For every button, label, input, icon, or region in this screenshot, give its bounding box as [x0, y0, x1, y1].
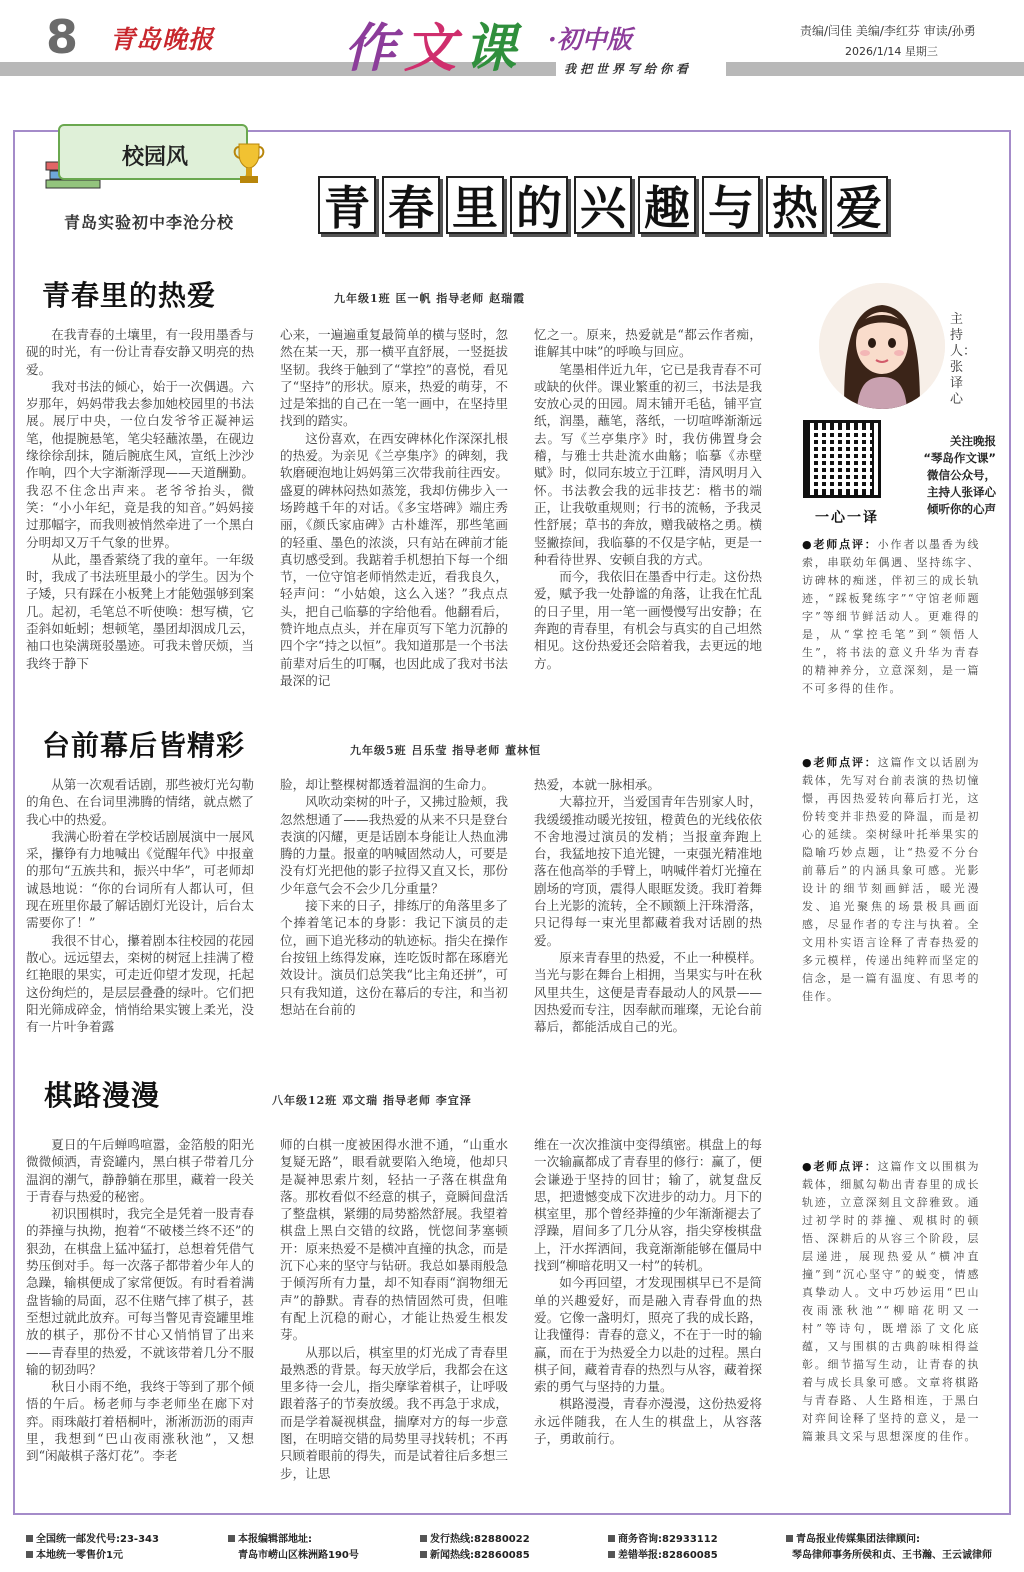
- footer-item: 商务咨询:82933112: [608, 1530, 718, 1545]
- headline-char: 的: [510, 176, 568, 234]
- trophy-icon: [232, 140, 266, 186]
- masthead: [0, 0, 1024, 80]
- headline-char: 青: [318, 176, 376, 234]
- footer-item: 本地统一零售价1元: [26, 1546, 123, 1561]
- headline-char: 里: [446, 176, 504, 234]
- paragraph: 这份喜欢，在西安碑林化作深深扎根的热爱。为亲见《兰亭集序》的碑刻，我软磨硬泡地让妈妈第三次带我前往西安。盛夏的碑林闷热如蒸笼，我却仿佛步入一场跨越千年的对话。《多宝塔碑》端庄秀丽，《颜氏家庙碑》古朴雄浑，那些笔画的轻重、墨色的浓淡，只有站在碑前才能真切感受到。我踮着手机想拍下每一个细节，一位守馆老师悄然走近，看我良久，轻声问：“小姑娘，这么入迷？”我点点头，把自己临摹的字给他看。他翻看后，赞许地点点头，并在扉页写下笔力沉静的四个字“持之以恒”。我知道那是一个书法前辈对后生的叮嘱，也因此成了我对书法最深的记: [280, 430, 508, 688]
- paragraph: 心来，一遍遍重复最简单的横与竖时，忽然在某一天，那一横平直舒展，一竖挺拔坚韧。我终于触到了“掌控”的喜悦，看见了“坚持”的形状。原来，热爱的萌芽，不过是笨拙的自己在一笔一画中，在坚持里找到的踏实。: [280, 327, 508, 429]
- article-column: [26, 326, 254, 690]
- paragraph: 从第一次观看话剧，那些被灯光勾勒的角色、在台词里沸腾的情绪，就点燃了我心中的热爱。: [26, 777, 254, 827]
- host-avatar: [819, 283, 945, 409]
- page-footer: [0, 1526, 1024, 1572]
- paragraph: 从此，墨香萦绕了我的童年。一年级时，我成了书法班里最小的学生。因为个子矮，只有踩在小板凳上才能勉强够到案几。起初，毛笔总不听使唤：想写横，它歪斜如蚯蚓；想顿笔，墨团却洇成几云，袖口也染满斑驳墨迹。可我未曾厌烦，当我终于静下: [26, 551, 254, 671]
- page-headline: [318, 176, 888, 235]
- host-label: 主持人：张译心: [950, 312, 977, 407]
- teacher-comment: ●老师点评：小作者以墨香为线索，串联幼年偶遇、坚持练字、访碑林的痴迷，伴初三的成长轨迹，“踩板凳练字”“守馆老师题字”等细节鲜活动人。更难得的是，从“掌控毛笔”到“领悟人生”，将书法的意义升华为青春的精神养分，立意深刻，是一篇不可多得的佳作。: [802, 538, 981, 695]
- article-byline: 八年级12班 邓文瑞 指导老师 李宜泽: [272, 1094, 472, 1107]
- article-column: [534, 1136, 762, 1484]
- school-name: 青岛实验初中李沧分校: [64, 213, 235, 232]
- paragraph: 忆之一。原来，热爱就是“都云作者痴，谁解其中味”的呼唤与回应。: [534, 327, 762, 360]
- article-title: 青春里的热爱: [42, 279, 217, 312]
- issue-date: 2026/1/14 星期三: [845, 45, 938, 58]
- page-number: 8: [46, 10, 79, 64]
- comment-label: 老师点评：: [813, 1160, 878, 1173]
- qr-code-icon[interactable]: [803, 420, 881, 498]
- paragraph: 如今再回望，才发现围棋早已不是简单的兴趣爱好，而是融入青春骨血的热爱。它像一盏明灯，照亮了我的成长路，让我懂得：青春的意义，不在于一时的输赢，而在于为热爱全力以赴的过程。黑白棋子间，藏着青春的热烈与从容，藏着探索的勇气与坚持的力量。: [534, 1275, 762, 1395]
- paragraph: 脸，却让整棵树都透着温润的生命力。: [280, 777, 495, 792]
- article-byline: 九年级5班 吕乐莹 指导老师 董林恒: [350, 744, 542, 757]
- headline-char: 趣: [638, 176, 696, 234]
- section-title-char: 文: [404, 18, 465, 79]
- column-badge: [58, 124, 248, 180]
- footer-item: 青岛市崂山区株洲路190号: [238, 1550, 359, 1561]
- article-column: [280, 1136, 508, 1484]
- paragraph: 秋日小雨不绝，我终于等到了那个倾悟的午后。杨老师与李老师坐在廊下对弈。雨珠敲打着梧桐叶，淅淅沥沥的雨声里，我想到“巴山夜雨涨秋池”，又想到“闲敲棋子落灯花”。李老: [26, 1379, 254, 1464]
- host-portrait-icon: [819, 283, 945, 409]
- footer-item: 琴岛律师事务所侯和贞、王书瀚、王云诚律师: [792, 1550, 992, 1561]
- teacher-comment: ●老师点评：这篇作文以围棋为载体，细腻勾勒出青春里的成长轨迹，立意深刻且文辞雅致。通过初学时的莽撞、观棋时的顿悟、深耕后的从容三个阶段，层层递进，展现热爱从“横冲直撞”到“沉心坚守”的蜕变，情感真挚动人。文中巧妙运用“巴山夜雨涨秋池”“柳暗花明又一村”等诗句，既增添了文化底蕴，又与围棋的古典韵味相得益彰。细节描写生动，让青春的执着与成长具象可感。文章将棋路与青春路、人生路相连，于黑白对弈间诠释了坚持的意义，是一篇兼具文采与思想深度的佳作。: [802, 1160, 981, 1443]
- column-name: 校园风: [122, 144, 189, 170]
- paragraph: 风吹动栾树的叶子，又拂过脸颊，我忽然想通了——我热爱的从来不只是登台表演的闪耀，更是话剧本身能让人热血沸腾的力量。报童的呐喊固然动人，可要是没有灯光把他的影子拉得又直又长，那份少年意气会不会少几分重量？: [280, 794, 508, 896]
- paragraph: 热爱，本就一脉相承。: [534, 777, 660, 792]
- follow-line: 关注晚报: [950, 434, 996, 448]
- follow-line: 倾听你的心声: [927, 502, 996, 516]
- headline-char: 与: [702, 176, 760, 234]
- article-column: [534, 326, 762, 690]
- article-column: [280, 776, 508, 1036]
- edition-label: ·初中版: [548, 25, 632, 54]
- footer-item: 新闻热线:82860085: [420, 1546, 530, 1561]
- paragraph: 在我青春的土壤里，有一段用墨香与砚的时光，有一份让青春安静又明亮的热爱。: [26, 327, 254, 377]
- article-column: [534, 776, 762, 1036]
- comment-text: 这篇作文以话剧为载体，先写对台前表演的热切憧憬，再因热爱转向幕后打光，这份转变并非热爱的降温，而是初心的延续。栾树绿叶托举果实的隐喻巧妙点题，让“热爱不分台前幕后”的内涵具象可感。光影设计的细节刻画鲜活，暖光漫发、追光聚焦的场景极具画面感，尽显作者的专注与执着。全文用朴实语言诠释了青春热爱的多元模样，传递出纯粹而坚定的信念，是一篇有温度、有思考的佳作。: [802, 756, 981, 1003]
- article-title: 棋路漫漫: [44, 1079, 161, 1112]
- footer-item: 发行热线:82880022: [420, 1530, 530, 1545]
- comment-text: 这篇作文以围棋为载体，细腻勾勒出青春里的成长轨迹，立意深刻且文辞雅致。通过初学时的莽撞、观棋时的顿悟、深耕后的从容三个阶段，层层递进，展现热爱从“横冲直撞”到“沉心坚守”的蜕变，情感真挚动人。文中巧妙运用“巴山夜雨涨秋池”“柳暗花明又一村”等诗句，既增添了文化底蕴，又与围棋的古典韵味相得益彰。细节描写生动，让青春的执着与成长具象可感。文章将棋路与青春路、人生路相连，于黑白对弈间诠释了坚持的意义，是一篇兼具文采与思想深度的佳作。: [802, 1160, 981, 1443]
- qr-caption: 一心一译: [815, 510, 879, 526]
- article-column: [26, 1136, 254, 1484]
- footer-item: 本报编辑部地址:: [228, 1530, 312, 1545]
- paragraph: 初识围棋时，我完全是凭着一股青春的莽撞与执拗，抱着“不破楼兰终不还”的狠劲，在棋盘上猛冲猛打，总想着凭借气势压倒对手。每一次落子都带着少年人的急躁，输棋便成了家常便饭。有时看着满盘皆输的局面，忍不住赌气摔了棋子，甚至想过就此放弃。可每当瞥见青瓷罐里堆放的棋子，那份不甘心又悄悄冒了出来——青春里的热爱，不就该带着几分不服输的韧劲吗？: [26, 1206, 254, 1377]
- paragraph: 棋路漫漫，青春亦漫漫，这份热爱将永远伴随我，在人生的棋盘上，从容落子，勇敢前行。: [534, 1396, 762, 1447]
- article-column: [280, 326, 508, 690]
- paragraph: 我很不甘心，攥着剧本往校园的花园散心。远远望去，栾树的树冠上挂满了橙红艳眼的果实，可走近仰望才发现，托起这份绚烂的，是层层叠叠的绿叶。它们把阳光筛成碎金，悄悄给果实镀上柔光，没有一片叶争着露: [26, 932, 254, 1035]
- footer-item: 青岛报业传媒集团法律顾问:: [786, 1530, 920, 1545]
- article-byline: 九年级1班 匡一帆 指导老师 赵瑞霞: [334, 292, 526, 305]
- footer-item: 差错举报:82860085: [608, 1546, 718, 1561]
- follow-line: 主持人张译心: [927, 485, 996, 499]
- headline-char: 热: [766, 176, 824, 234]
- paragraph: 从那以后，棋室里的灯光成了青春里最熟悉的背景。每天放学后，我都会在这里多待一会儿，指尖摩挲着棋子，让呼吸跟着落子的节奏放缓。我不再急于求成，而是学着凝视棋盘，揣摩对方的每一步意图，在明暗交错的局势里寻找转机；不再只顾着眼前的得失，而是试着往后多想三步，让思: [280, 1344, 508, 1481]
- follow-line: “琴岛作文课”: [923, 451, 996, 465]
- paragraph: 原来青春里的热爱，不止一种模样。当光与影在舞台上相拥，当果实与叶在秋风里共生，这便是青春最动人的风景——因热爱而专注，因奉献而璀璨，无论台前幕后，都能活成自己的光。: [534, 949, 762, 1035]
- article-title: 台前幕后皆精彩: [42, 729, 246, 762]
- slogan: 我把世界写给你看: [564, 62, 693, 76]
- comment-label: 老师点评：: [813, 538, 878, 551]
- comment-text: 小作者以墨香为线索，串联幼年偶遇、坚持练字、访碑林的痴迷，伴初三的成长轨迹，“踩板凳练字”“守馆老师题字”等细节鲜活动人。更难得的是，从“掌控毛笔”到“领悟人生”，将书法的意义升华为青春的精神养分，立意深刻，是一篇不可多得的佳作。: [802, 538, 981, 695]
- paragraph: 笔墨相伴近九年，它已是我青春不可或缺的伙伴。课业繁重的初三，书法是我安放心灵的田园。周末铺开毛毡，铺平宣纸，润墨，蘸笔，落纸，一切喧哗渐渐远去。写《兰亭集序》时，我仿佛置身会稽，与雅士共赴流水曲觞；临摹《赤壁赋》时，似同东坡立于江畔，清风明月入怀。书法教会我的远非技艺：楷书的端正，让我敬重规则；行书的流畅，予我灵性舒展；草书的奔放，赠我破格之勇。横竖撇捺间，我临摹的不仅是字帖，更是一种看待世界、安顿自我的方式。: [534, 361, 762, 567]
- follow-line: 微信公众号，: [927, 468, 996, 482]
- paragraph: 师的白棋一度被困得水泄不通，“山重水复疑无路”，眼看就要陷入绝境，他却只是凝神思索片刻，轻拈一子落在棋盘角落。那枚看似不经意的棋子，竟瞬间盘活了整盘棋，紧绷的局势豁然舒展。我望着棋盘上黑白交错的纹路，恍惚间茅塞顿开：原来热爱不是横冲直撞的执念，而是沉下心来的坚守与钻研。我总如暴雨般急于倾泻所有力量，却不知春雨“润物细无声”的静默。青春的热情固然可贵，但唯有配上沉稳的耐心，才能让热爱生根发芽。: [280, 1137, 508, 1343]
- footer-item: 全国统一邮发代号:23-343: [26, 1530, 159, 1545]
- paragraph: 接下来的日子，排练厅的角落里多了个捧着笔记本的身影：我记下演员的走位，画下追光移动的轨迹标。指尖在操作台按钮上练得发麻，连吃饭时都在琢磨光效设计。演员们总笑我“比主角还拼”，可只有我知道，这份在幕后的专注，和当初想站在台前的: [280, 898, 508, 1017]
- teacher-comment: ●老师点评：这篇作文以话剧为载体，先写对台前表演的热切憧憬，再因热爱转向幕后打光，这份转变并非热爱的降温，而是初心的延续。栾树绿叶托举果实的隐喻巧妙点题，让“热爱不分台前幕后”的内涵具象可感。光影设计的细节刻画鲜活，暖光漫发、追光聚焦的场景极具画面感，尽显作者的专注与执着。全文用朴实语言诠释了青春热爱的多元模样，传递出纯粹而坚定的信念，是一篇有温度、有思考的佳作。: [802, 756, 981, 1003]
- section-title-char: 课: [464, 18, 525, 79]
- editor-credits: 责编/闫佳 美编/李红芬 审读/孙勇: [800, 24, 976, 38]
- headline-char: 春: [382, 176, 440, 234]
- paragraph: 大幕拉开，当爱国青年告别家人时，我缓缓推动暖光按钮，橙黄色的光线依依不舍地漫过演员的发梢；当报童奔跑上台，我猛地按下追光键，一束强光精准地落在他高举的手臂上，呐喊伴着灯光撞在剧场的穹顶，震得人眼眶发烫。我盯着舞台上光影的流转，全不顾额上汗珠滑落，只记得每一束光里都藏着我对话剧的热爱。: [534, 794, 762, 948]
- paragraph: 维在一次次推演中变得缜密。棋盘上的每一次输赢都成了青春里的修行：赢了，便会谦逊于坚持的回甘；输了，就复盘反思，把遗憾变成下次进步的动力。月下的棋室里，那个曾经莽撞的少年渐渐褪去了浮躁，眉间多了几分从容，指尖穿梭棋盘上，汗水挥洒间，我竟渐渐能够在僵局中找到“柳暗花明又一村”的转机。: [534, 1137, 762, 1274]
- section-title: [344, 6, 524, 81]
- paragraph: 我满心盼着在学校话剧展演中一展风采，攥铮有力地喊出《觉醒年代》中报童的那句“五族共和，振兴中华”，可老师却诚恳地说：“你的台词所有人都认可，但现在班里你最了解话剧灯光设计，后台太需要你了！”: [26, 828, 254, 931]
- paragraph: 而今，我依旧在墨香中行走。这份热爱，赋予我一处静谧的角落，让我在忙乱的日子里，用一笔一画慢慢写出安静；在奔跑的青春里，有机会与真实的自己坦然相见。这份热爱还会陪着我，去更远的地方。: [534, 569, 762, 671]
- comment-label: 老师点评：: [813, 756, 878, 769]
- paragraph: 我对书法的倾心，始于一次偶遇。六岁那年，妈妈带我去参加她校园里的书法展。展厅中央，一位白发爷爷正凝神运笔，他提腕悬笔，笔尖轻蘸浓墨，在砚边缘徐徐刮抹，随后腕底生风，宣纸上沙沙作响，四个大字渐渐浮现——天道酬勤。我忍不住念出声来。老爷爷抬头，微笑：“小小年纪，竟是我的知音。”妈妈接过那幅字，而我则被悄然牵进了一个黑白分明却又万千气象的世界。: [26, 378, 254, 550]
- paper-name: 青岛晚报: [110, 25, 215, 54]
- headline-char: 爱: [830, 176, 888, 234]
- headline-char: 兴: [574, 176, 632, 234]
- section-title-char: 作: [344, 18, 405, 79]
- article-column: [26, 776, 254, 1036]
- follow-notice: [900, 433, 996, 518]
- paragraph: 夏日的午后蝉鸣喧嚣，金箔般的阳光微微倾洒，青瓷罐内，黑白棋子带着几分温润的潮气，静静躺在那里，藏着一段关于青春与热爱的秘密。: [26, 1137, 254, 1204]
